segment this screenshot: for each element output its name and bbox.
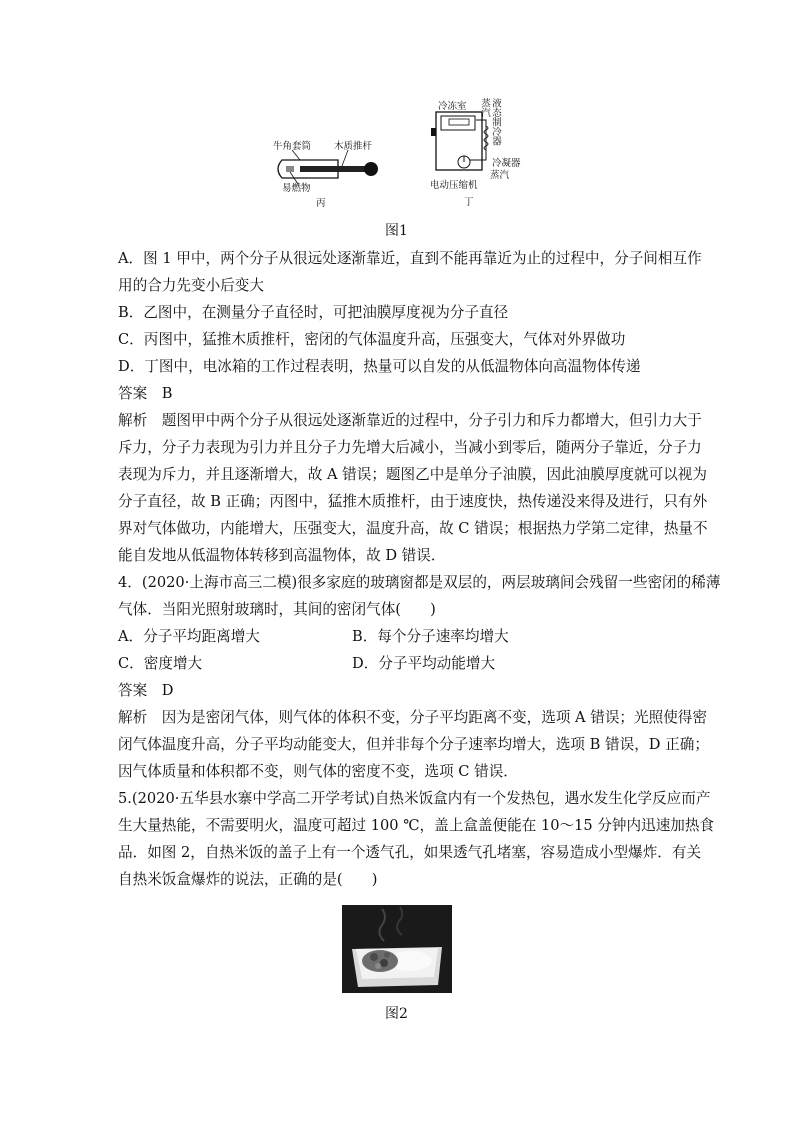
q4-option-d: D．分子平均动能增大 [352,655,496,672]
flammable-label: 易燃物 [282,183,311,194]
compressor-label: 电动压缩机 [430,180,478,191]
q3-explanation-6: 能自发地从低温物体转移到高温物体，故 D 错误． [118,547,446,564]
q4-explanation-3: 因气体质量和体积都不变，则气体的密度不变，选项 C 错误． [118,763,518,780]
q3-option-a-line1: A．图 1 甲中，两个分子从很远处逐渐靠近，直到不能再靠近为止的过程中，分子间相互作 [118,250,702,267]
condenser-label: 冷凝器 [492,158,521,169]
liquid-refrigerant-label: 液态制冷器 [490,98,501,146]
q4-option-c: C．密度增大 [118,655,203,672]
figure-bing [270,138,390,210]
self-heating-rice-photo [342,905,452,993]
q4-answer: 答案 D [118,682,174,699]
figure-ding [424,98,554,210]
horn-sleeve-label: 牛角套筒 [273,141,312,152]
steam-label: 蒸汽 [479,98,490,117]
q3-option-a-line2: 用的合力先变小后变大 [118,277,264,294]
q4-explanation-1: 解析 因为是密闭气体，则气体的体积不变，分子平均距离不变，选项 A 错误；光照使得密 [118,709,707,726]
q3-explanation-2: 斥力，分子力表现为引力并且分子力先增大后减小，当减小到零后，随两分子靠近，分子力 [118,439,702,456]
q4-stem-2: 气体．当阳光照射玻璃时，其间的密闭气体( ) [118,601,436,618]
q3-option-d: D．丁图中，电冰箱的工作过程表明，热量可以自发的从低温物体向高温物体传递 [118,358,641,375]
q5-stem-1: 5.(2020·五华县水寨中学高二开学考试)自热米饭盒内有一个发热包，遇水发生化学反应而产 [118,790,711,807]
q3-explanation-4: 分子直径，故 B 正确；丙图中，猛推木质推杆，由于速度快，热传递没来得及进行，只有外 [118,493,708,510]
q3-option-c: C．丙图中，猛推木质推杆，密闭的气体温度升高，压强变大，气体对外界做功 [118,331,626,348]
bing-label: 丙 [316,198,326,209]
q3-answer: 答案 B [118,385,173,402]
q5-stem-4: 自热米饭盒爆炸的说法，正确的是( ) [118,871,378,888]
ding-label: 丁 [464,197,474,208]
q5-stem-3: 品．如图 2，自热米饭的盖子上有一个透气孔，如果透气孔堵塞，容易造成小型爆炸．有关 [118,844,702,861]
q4-stem-1: 4．(2020·上海市高三二模)很多家庭的玻璃窗都是双层的，两层玻璃间会残留一些密闭的稀薄 [118,574,721,591]
q3-option-b: B．乙图中，在测量分子直径时，可把油膜厚度视为分子直径 [118,304,509,321]
q4-option-b: B．每个分子速率均增大 [352,628,509,645]
q4-explanation-2: 闭气体温度升高，分子平均动能变大，但并非每个分子速率均增大，选项 B 错误，D 正确； [118,736,709,753]
q3-explanation-3: 表现为斥力，并且逐渐增大，故 A 错误；题图乙中是单分子油膜，因此油膜厚度就可以视为 [118,466,707,483]
q4-option-a: A．分子平均距离增大 [118,628,260,645]
q3-explanation-1: 解析 题图甲中两个分子从很远处逐渐靠近的过程中，分子引力和斥力都增大，但引力大于 [118,412,702,429]
vapor-label: 蒸汽 [490,170,510,181]
figure1-caption: 图1 [385,223,408,239]
rice-box-image [342,905,452,993]
freezer-label: 冷冻室 [438,101,467,112]
figure2-caption: 图2 [385,1006,408,1022]
q5-stem-2: 生大量热能，不需要明火，温度可超过 100 ℃，盖上盒盖便能在 10～15 分钟内迅速加热食 [118,817,715,834]
q3-explanation-5: 界对气体做功，内能增大，压强变大，温度升高，故 C 错误；根据热力学第二定律，热量不 [118,520,708,537]
wood-rod-label: 木质推杆 [334,141,373,152]
